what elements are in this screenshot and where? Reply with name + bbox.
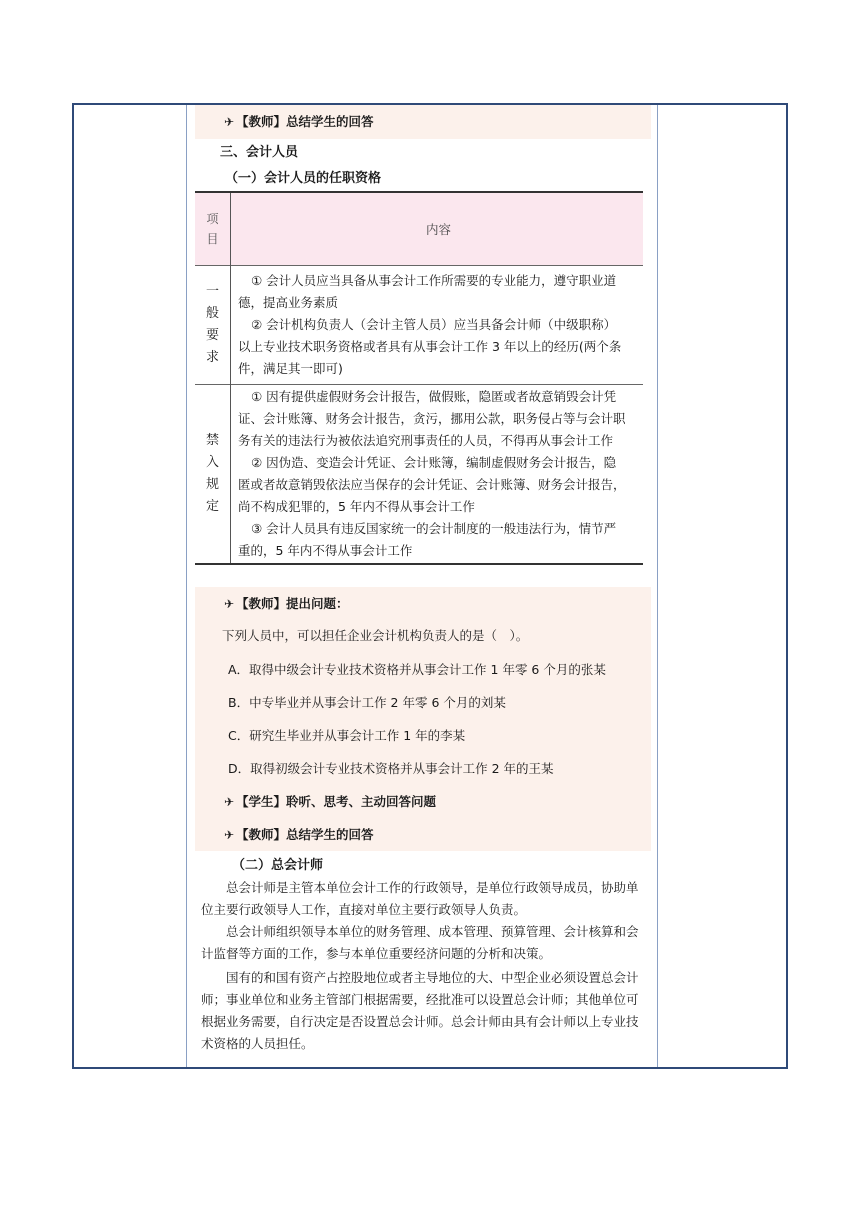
column-divider-left bbox=[186, 105, 187, 1067]
paragraph-cfo-duties: 总会计师组织领导本单位的财务管理、成本管理、预算管理、会计核算和会 计监督等方面的工作，参与本单位重要经济问题的分析和决策。 bbox=[201, 924, 639, 961]
option-c: C．研究生毕业并从事会计工作 1 年的李某 bbox=[228, 728, 466, 743]
plane-icon: ✈ bbox=[223, 597, 235, 611]
question-block bbox=[195, 587, 651, 851]
column-divider-right bbox=[657, 105, 658, 1067]
paragraph-cfo-requirement: 国有的和国有资产占控股地位或者主导地位的大、中型企业必须设置总会计 师；事业单位和业务主管部门根据需要，经批准可以设置总会计师；其他单位可 根据业务需要，自行决定是否设置总会计师。总会计师由具有会计师以上专业技 术资格的人员担任。 bbox=[201, 970, 639, 1051]
row-content-prohibition: ① 因有提供虚假财务会计报告，做假账，隐匿或者故意销毁会计凭 证、会计账簿、财务会计报告，贪污，挪用公款，职务侵占等与会计职 务有关的违法行为被依法追究刑事责任的人员，不得再从事会计工作 ② 因伪造、变造会计凭证、会计账簿，编制虚假财务会计报告，隐 匿或者故意销毁依法应当保存的会计凭证、会计账簿、财务会计报告， 尚不构成犯罪的，5 年内不得从事会计工作 ③ 会计人员具有违反国家统一的会计制度的一般违法行为，情节严 重的，5 年内不得从事会计工作 bbox=[238, 389, 626, 558]
subsection-title-cfo: （二）总会计师 bbox=[232, 858, 324, 873]
row-label-prohibition: 禁 入 规 定 bbox=[195, 385, 231, 565]
lesson-plan-table bbox=[72, 103, 788, 1069]
table-row bbox=[195, 266, 643, 385]
option-d: D．取得初级会计专业技术资格并从事会计工作 2 年的王某 bbox=[228, 761, 554, 776]
plane-icon: ✈ bbox=[223, 115, 235, 129]
header-cell-item: 项 目 bbox=[195, 192, 231, 266]
student-response-heading: ✈ 【学生】聆听、思考、主动回答问题 bbox=[222, 791, 436, 813]
table-header-row bbox=[195, 192, 643, 266]
teacher-summary-heading: ✈ 【教师】总结学生的回答 bbox=[222, 824, 374, 846]
teacher-summary-block-top bbox=[195, 105, 651, 139]
row-content-general: ① 会计人员应当具备从事会计工作所需要的专业能力，遵守职业道 德，提高业务素质 ② 会计机构负责人（会计主管人员）应当具备会计师（中级职称） 以上专业技术职务资格或者具有从事会计工作 3 年以上的经历(两个条 件，满足其一即可) bbox=[238, 273, 622, 376]
option-a: A．取得中级会计专业技术资格并从事会计工作 1 年零 6 个月的张某 bbox=[228, 662, 606, 677]
paragraph-cfo-definition: 总会计师是主管本单位会计工作的行政领导，是单位行政领导成员，协助单 位主要行政领导人工作，直接对单位主要行政领导人负责。 bbox=[201, 880, 639, 917]
header-cell-content: 内容 bbox=[231, 192, 644, 266]
row-label-general: 一 般 要 求 bbox=[195, 266, 231, 385]
question-text: 下列人员中，可以担任企业会计机构负责人的是（ ）。 bbox=[222, 628, 529, 643]
qualification-table bbox=[195, 191, 643, 565]
option-b: B．中专毕业并从事会计工作 2 年零 6 个月的刘某 bbox=[228, 695, 506, 710]
table-row bbox=[195, 385, 643, 565]
plane-icon: ✈ bbox=[223, 828, 235, 842]
teacher-summary-text: 【教师】总结学生的回答 bbox=[236, 114, 374, 129]
section-title: 三、会计人员 bbox=[220, 145, 299, 160]
plane-icon: ✈ bbox=[223, 795, 235, 809]
teacher-question-heading: ✈ 【教师】提出问题： bbox=[222, 593, 349, 615]
subsection-title: （一）会计人员的任职资格 bbox=[225, 171, 382, 186]
